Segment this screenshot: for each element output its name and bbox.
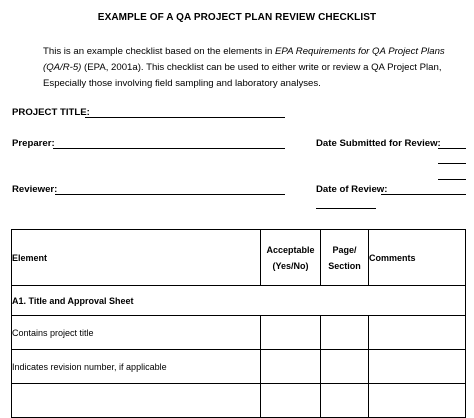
- intro-line-3: Especially those involving field sampling and laboratory analyses.: [43, 78, 321, 89]
- page-section-cell[interactable]: [321, 350, 369, 384]
- date-submitted-field-1[interactable]: [438, 148, 466, 149]
- section-title: A1. Title and Approval Sheet: [12, 286, 466, 316]
- review-checklist-table: [11, 229, 466, 418]
- comments-cell[interactable]: [369, 384, 466, 418]
- date-of-review-field-2[interactable]: [316, 208, 376, 209]
- page-section-cell[interactable]: [321, 384, 369, 418]
- date-submitted-field-2[interactable]: [438, 163, 466, 164]
- table-row: [12, 384, 466, 418]
- column-header-acceptable: [261, 230, 321, 286]
- date-of-review-label: Date of Review:: [316, 184, 388, 195]
- intro-line-1: [43, 44, 463, 60]
- acceptable-cell[interactable]: [261, 316, 321, 350]
- checklist-item-label-empty: [12, 384, 261, 418]
- intro-line-2-text: (EPA, 2001a). This checklist can be used to either write or review a QA Project Plan,: [81, 62, 442, 73]
- project-title-label: PROJECT TITLE:: [12, 107, 90, 118]
- document-title: EXAMPLE OF A QA PROJECT PLAN REVIEW CHECKLIST: [97, 12, 377, 23]
- intro-line-2-doc-code: (QA/R-5): [43, 62, 82, 73]
- table-row: [12, 316, 466, 350]
- intro-line-1-doc-reference: EPA Requirements for QA Project Plans: [274, 46, 445, 57]
- table-header-row: [12, 230, 466, 286]
- checklist-item-label: Indicates revision number, if applicable: [12, 350, 261, 384]
- checklist-item-label: Contains project title: [12, 316, 261, 350]
- comments-cell[interactable]: [369, 350, 466, 384]
- project-title-field[interactable]: [85, 117, 285, 118]
- date-of-review-field[interactable]: [381, 194, 466, 195]
- reviewer-field[interactable]: [55, 194, 285, 195]
- table-row: [12, 350, 466, 384]
- acceptable-cell[interactable]: [261, 350, 321, 384]
- intro-paragraph: [43, 44, 463, 92]
- column-header-page-line1: Page/: [332, 244, 357, 255]
- column-header-page-section: [321, 230, 369, 286]
- intro-line-1-text: This is an example checklist based on the elements in: [43, 46, 275, 57]
- page-section-cell[interactable]: [321, 316, 369, 350]
- date-submitted-field-3[interactable]: [438, 179, 466, 180]
- column-header-comments: Comments: [369, 230, 466, 286]
- column-header-element: Element: [12, 230, 261, 286]
- intro-line-2: [43, 60, 463, 76]
- preparer-field[interactable]: [53, 148, 285, 149]
- acceptable-cell[interactable]: [261, 384, 321, 418]
- column-header-page-line2: Section: [328, 260, 361, 271]
- date-submitted-label: Date Submitted for Review:: [316, 138, 441, 149]
- column-header-acceptable-line2: (Yes/No): [272, 260, 309, 271]
- reviewer-label: Reviewer:: [12, 184, 58, 195]
- column-header-acceptable-line1: Acceptable: [266, 244, 315, 255]
- section-row: [12, 286, 466, 316]
- comments-cell[interactable]: [369, 316, 466, 350]
- preparer-label: Preparer:: [12, 138, 55, 149]
